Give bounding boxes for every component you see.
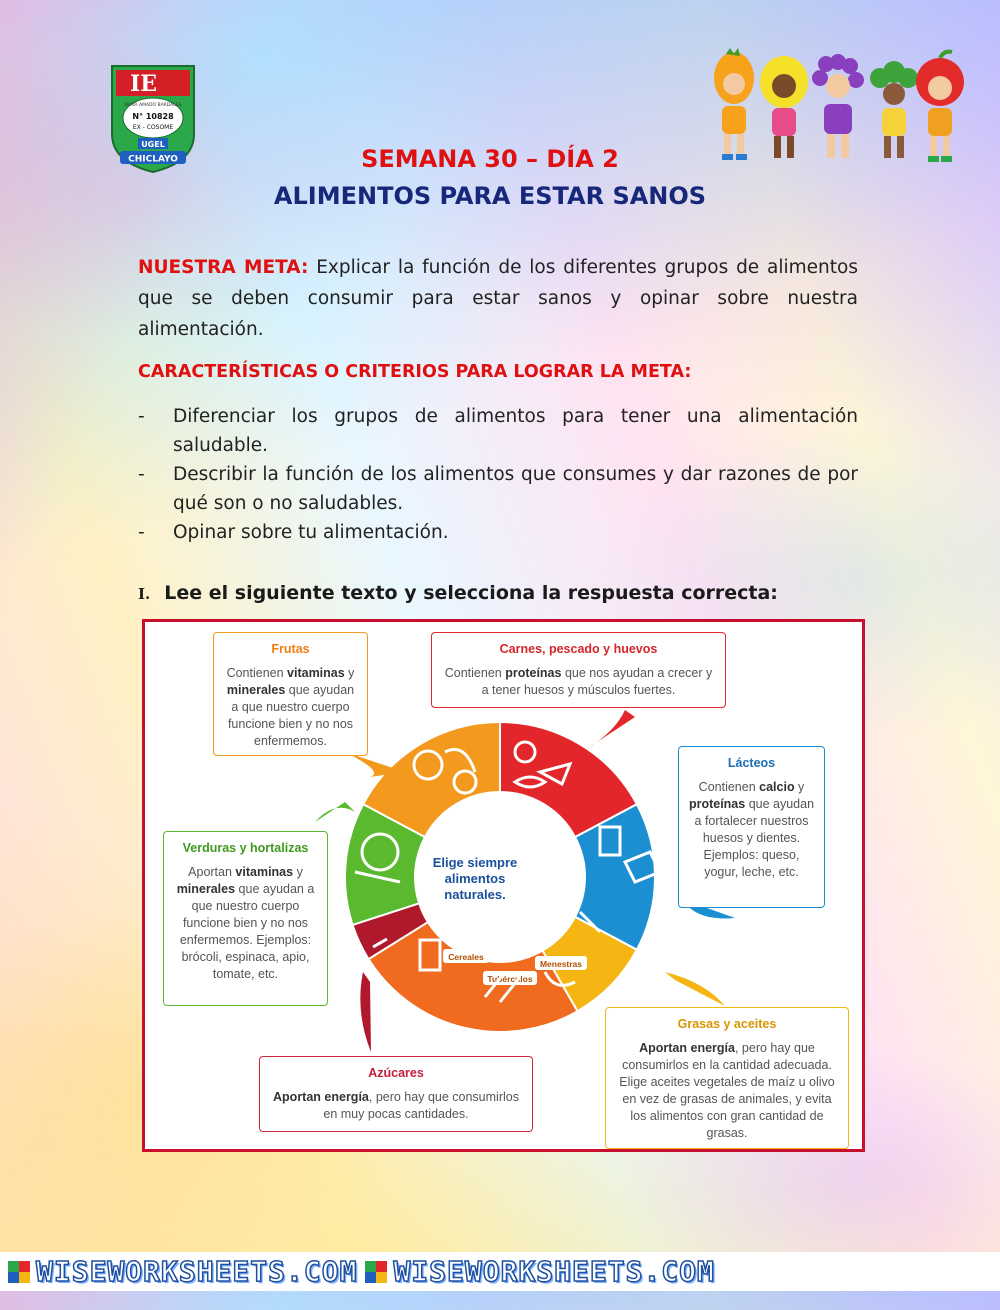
grasas-callout-tail (665, 972, 725, 1006)
verduras-box (163, 831, 328, 1006)
menestras-label: Menestras (539, 959, 583, 969)
lacteos-bold-1: calcio (759, 780, 795, 794)
kid-broccoli (870, 61, 918, 158)
logo-ring-text: DORA AMADO BARDALES (124, 103, 182, 108)
logo-city: CHICLAYO (128, 154, 178, 165)
frutas-box (213, 632, 368, 756)
list-item: - Opinar sobre tu alimentación. (138, 518, 858, 547)
verduras-title: Verduras y hortalizas (182, 841, 309, 855)
verduras-text-mid: y (293, 865, 303, 879)
lacteos-box (678, 746, 825, 908)
goal-label: NUESTRA META: (138, 257, 309, 278)
grasas-text-post: , pero hay que consumirlos en la cantidad adecuada. Elige aceites vegetales de maíz u olivo en vez de grasas de animales, y evita los alimentos con gran cantidad de grasas. (619, 1041, 835, 1140)
grasas-bold-1: Aportan energía (639, 1041, 735, 1055)
carnes-title: Carnes, pescado y huevos (499, 642, 658, 656)
center-text-line-1: Elige siempre (432, 855, 518, 870)
criteria-item: Describir la función de los alimentos que consumes y dar razones de por qué son o no saludables. (173, 464, 858, 514)
list-item: - Describir la función de los alimentos que consumes y dar razones de por qué son o no saludables. (138, 460, 858, 518)
center-text-line-2: alimentos (444, 871, 506, 886)
brand-squares-icon (365, 1261, 387, 1283)
logo-former-name: EX - COSOME (132, 124, 174, 131)
azucares-callout-tail (360, 972, 371, 1052)
azucares-bold-1: Aportan energía (273, 1090, 369, 1104)
azucares-box (259, 1056, 533, 1132)
verduras-bold-2: minerales (176, 882, 236, 896)
frutas-text-post: que ayudan a que nuestro cuerpo funcione bien y no nos enfermemos. (227, 683, 355, 748)
footer-brand-strip (0, 1252, 1000, 1291)
food-groups-infographic (142, 619, 865, 1152)
carnes-text-pre: Contienen (444, 666, 506, 680)
verduras-text-post: que ayudan a que nuestro cuerpo funcione bien y no nos enfermemos. Ejemplos: brócoli, espinaca, apio, tomate, etc. (179, 882, 315, 981)
azucares-text-post: , pero hay que consumirlos en muy pocas cantidades. (323, 1090, 519, 1121)
goal-text: Explicar la función de los diferentes grupos de alimentos que se deben consumir para estar sanos y opinar sobre nuestra alimentación. (138, 257, 858, 340)
verduras-callout-tail (315, 802, 355, 822)
logo-number: N° 10828 (132, 112, 174, 121)
lacteos-bold-2: proteínas (688, 797, 746, 811)
brand-logo (365, 1255, 714, 1288)
week-day-title: SEMANA 30 – DÍA 2 (361, 145, 619, 173)
logo-letter-i: IE (130, 71, 158, 97)
verduras-text-pre: Aportan (188, 865, 236, 879)
criteria-item: Diferenciar los grupos de alimentos para tener una alimentación saludable. (173, 406, 858, 456)
criteria-heading: CARACTERÍSTICAS O CRITERIOS PARA LOGRAR LA META: (138, 362, 692, 382)
instruction (138, 582, 778, 604)
carnes-box (431, 632, 726, 708)
brand-squares-icon (8, 1261, 30, 1283)
carnes-bold-1: proteínas (505, 666, 562, 680)
carnes-callout-tail (585, 710, 635, 750)
grasas-title: Grasas y aceites (677, 1017, 777, 1031)
azucares-title: Azúcares (368, 1066, 424, 1080)
criteria-item: Opinar sobre tu alimentación. (173, 522, 449, 543)
instruction-number: I. (138, 585, 151, 603)
frutas-text-pre: Contienen (226, 666, 288, 680)
lacteos-text-pre: Contienen (698, 780, 760, 794)
cereales-label: Cereales (448, 952, 484, 962)
kid-lemon (760, 56, 808, 158)
lacteos-text-post: que ayudan a fortalecer nuestros huesos y dientes. Ejemplos: queso, yogur, leche, etc. (694, 797, 815, 879)
frutas-title: Frutas (271, 642, 310, 656)
list-item: - Diferenciar los grupos de alimentos para tener una alimentación saludable. (138, 402, 858, 460)
frutas-bold-2: minerales (226, 683, 286, 697)
brand-text: WISEWORKSHEETS.COM (393, 1255, 715, 1288)
verduras-bold-1: vitaminas (235, 865, 294, 879)
logo-agency: UGEL (141, 140, 165, 149)
page-title: ALIMENTOS PARA ESTAR SANOS (273, 182, 707, 210)
goal-paragraph (138, 252, 858, 345)
frutas-bold-1: vitaminas (287, 666, 345, 680)
frutas-text-mid: y (344, 666, 355, 680)
carnes-text-post: que nos ayudan a crecer y a tener huesos y músculos fuertes. (481, 666, 713, 697)
kid-carrot (714, 48, 754, 160)
center-text-line-3: naturales. (444, 887, 506, 902)
brand-text: WISEWORKSHEETS.COM (36, 1255, 358, 1288)
lacteos-title: Lácteos (727, 756, 776, 770)
kid-grapes (812, 54, 864, 158)
tuberculos-label: Tubérculos (487, 974, 533, 984)
lacteos-text-mid: y (794, 780, 805, 794)
instruction-text: Lee el siguiente texto y selecciona la respuesta correcta: (164, 582, 778, 604)
brand-logo (8, 1255, 357, 1288)
grasas-box (605, 1007, 849, 1149)
criteria-list (138, 402, 858, 547)
